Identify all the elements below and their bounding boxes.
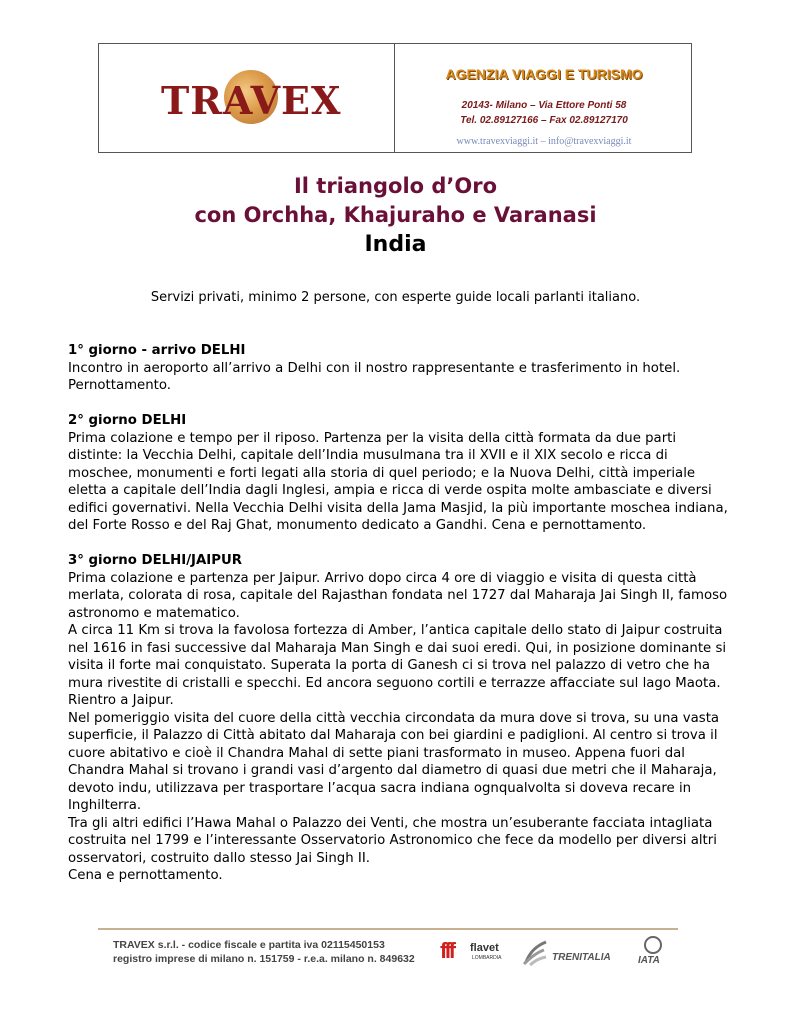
travex-logo xyxy=(159,64,342,134)
day-paragraph: Tra gli altri edifici l’Hawa Mahal o Palazzo dei Venti, che mostra un’esuberante facciata intagliata costruita nel 1799 e l’interessante Osservatorio Astronomico che fece da modello per diversi altri osservatori, costruito dallo stesso Jai Singh II. xyxy=(68,815,717,866)
title-country: India xyxy=(364,232,427,257)
footer-divider xyxy=(98,928,678,930)
footer-company-info xyxy=(113,938,415,966)
flavet-icon: fff xyxy=(440,938,453,963)
footer-registry-line: registro imprese di milano n. 151759 - r.e.a. milano n. 849632 xyxy=(113,953,415,965)
flavet-logo xyxy=(440,936,510,966)
globe-icon xyxy=(644,936,662,954)
day-paragraph: Prima colazione e partenza per Jaipur. Arrivo dopo circa 4 ore di viaggio e visita di questa città merlata, colorata di rosa, capitale del Rajasthan fondata nel 1727 dal Maharaja Jai Singh II, famoso astronomo e matematico. xyxy=(68,570,728,621)
logo-text: TRAVEX xyxy=(161,78,342,123)
day-paragraph: Incontro in aeroporto all’arrivo a Delhi con il nostro rappresentante e trasferimento in hotel. Pernottamento. xyxy=(68,360,681,393)
agency-title: AGENZIA VIAGGI E TURISMO xyxy=(445,66,643,82)
day-section xyxy=(68,342,728,395)
letterhead xyxy=(98,43,692,153)
services-note: Servizi privati, minimo 2 persone, con esperte guide locali parlanti italiano. xyxy=(150,290,641,305)
agency-web: www.travexviaggi.it – info@travexviaggi.it xyxy=(456,136,632,147)
trenitalia-name: TRENITALIA xyxy=(552,952,611,963)
trenitalia-icon xyxy=(522,938,548,966)
title-line-1: Il triangolo d’Oro xyxy=(293,174,498,198)
footer-company-line: TRAVEX s.r.l. - codice fiscale e partita iva 02115450153 xyxy=(113,939,385,951)
day-paragraph: Cena e pernottamento. xyxy=(68,868,223,883)
day-paragraph: Prima colazione e tempo per il riposo. Partenza per la visita della città formata da due parti distinte: la Vecchia Delhi, capitale dell’India musulmana tra il XVII e il XIX secolo e ricca di moschee, monumenti e forti legati alla storia di quel periodo; e la Nuova Delhi, città imperiale eletta a capitale dell’India dagli Inglesi, ampia e ricca di verde ospita molte ambasciate e diversi edifici governativi. Nella Vecchia Delhi visita della Jama Masjid, la più importante moschea indiana, del Forte Rosso e del Raj Ghat, monumento dedicato a Gandhi. Cena e pernottamento. xyxy=(68,430,728,533)
day-heading: 2° giorno DELHI xyxy=(68,413,187,428)
day-section xyxy=(68,552,728,885)
day-heading: 3° giorno DELHI/JAIPUR xyxy=(68,553,243,568)
iata-logo xyxy=(634,936,674,968)
trenitalia-logo xyxy=(522,938,630,968)
day-paragraph: Nel pomeriggio visita del cuore della città vecchia circondata da mura dove si trova, su una vasta superficie, il Palazzo di Città abitato dal Maharaja con bei giardini e padiglioni. Al centro si trova il cuore abitativo e cioè il Chandra Mahal di sette piani trasformato in museo. Appena fuori dal Chandra Mahal si trovano i grandi vasi d’argento dal diametro di quasi due metri che il Maharaja, devoto indu, utilizzava per trasportare l’acqua sacra indiana ognqualvolta si doveva recare in Inghilterra. xyxy=(68,710,720,813)
iata-name: IATA xyxy=(638,955,660,966)
itinerary xyxy=(68,342,728,902)
agency-address: 20143- Milano – Via Ettore Ponti 58 xyxy=(461,100,627,111)
flavet-sub: LOMBARDIA xyxy=(472,955,502,961)
agency-contact xyxy=(395,98,693,128)
flavet-name: flavet xyxy=(470,942,499,954)
day-section xyxy=(68,412,728,535)
day-heading: 1° giorno - arrivo DELHI xyxy=(68,343,246,358)
agency-phone: Tel. 02.89127166 – Fax 02.89127170 xyxy=(460,115,628,126)
title-line-2: con Orchha, Khajuraho e Varanasi xyxy=(194,203,597,227)
day-paragraph: A circa 11 Km si trova la favolosa fortezza di Amber, l’antica capitale dello stato di Jaipur costruita nel 1616 in fasi successive dal Maharaja Man Singh e dai suoi eredi. Qui, in posizione dominante si visita il forte mai conquistato. Superata la porta di Ganesh ci si trova nel palazzo di vetro che ha mura rivestite di cristalli e specchi. Ed ancora seguono cortili e terrazze affacciate sul lago Maota. Rientro a Jaipur. xyxy=(68,623,727,708)
